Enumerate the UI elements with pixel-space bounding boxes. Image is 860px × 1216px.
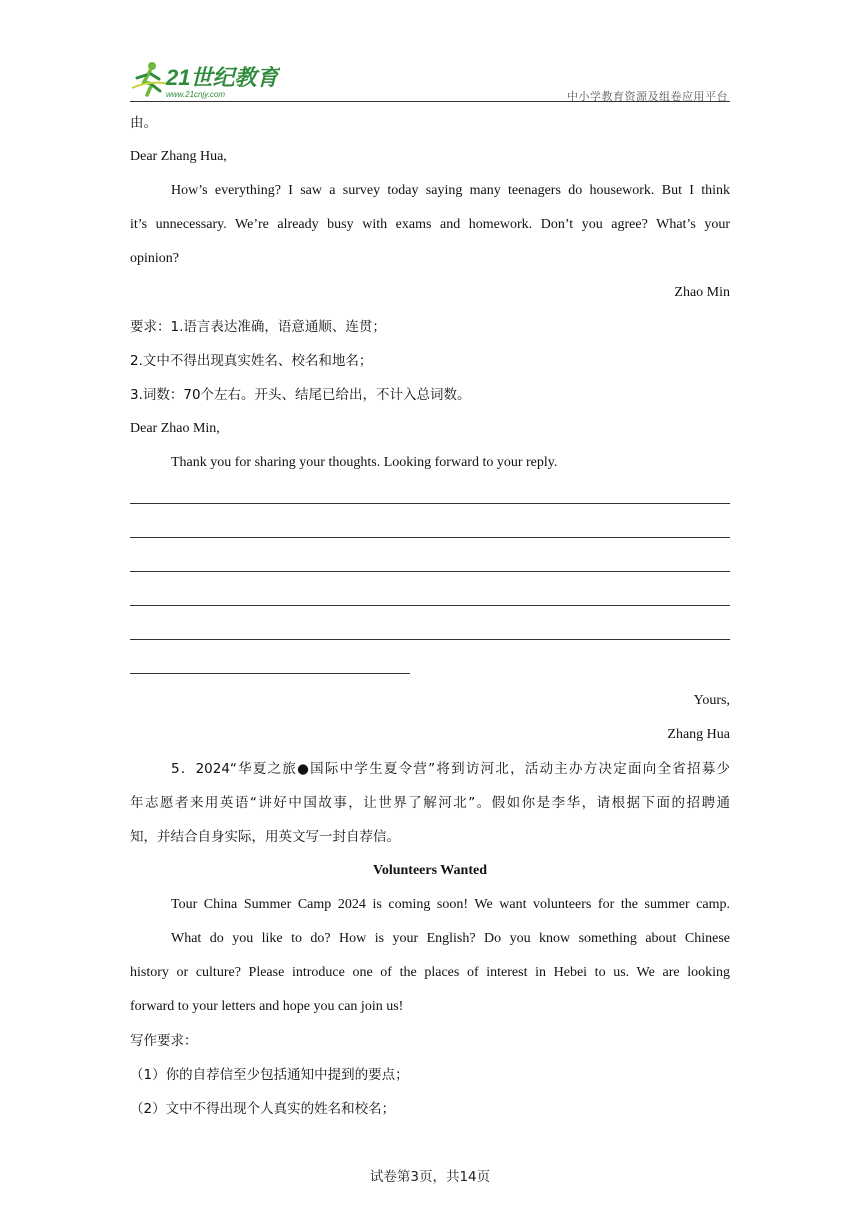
writing-requirement-2: （2）文中不得出现个人真实的姓名和校名；: [130, 1101, 396, 1117]
answer-line[interactable]: [130, 514, 730, 548]
continued-text: 由。: [130, 115, 157, 131]
logo-url: www.21cnjy.com: [166, 90, 225, 99]
answer-line[interactable]: [130, 548, 730, 582]
notice-title: Volunteers Wanted: [373, 863, 487, 878]
letter-line-3: opinion?: [130, 251, 179, 266]
requirement-3: 3.词数：70个左右。开头、结尾已给出，不计入总词数。: [130, 387, 471, 403]
page-footer: 试卷第3页，共14页: [369, 1169, 491, 1185]
reply-salutation: Dear Zhao Min,: [130, 421, 220, 436]
notice-line-3: history or culture? Please introduce one of the places of interest in Hebei to us. We are looking: [130, 965, 730, 980]
logo-text: 21世纪教育: [166, 65, 279, 90]
notice-line-1: Tour China Summer Camp 2024 is coming soon! We want volunteers for the summer camp.: [171, 897, 730, 912]
letter-salutation: Dear Zhang Hua,: [130, 149, 227, 164]
question-5-line-2: 年志愿者来用英语“讲好中国故事，让世界了解河北”。假如你是李华，请根据下面的招聘通: [130, 795, 730, 811]
logo: [130, 58, 280, 102]
page-header: [130, 58, 730, 102]
answer-line[interactable]: [130, 582, 730, 616]
letter-signature: Zhao Min: [674, 285, 730, 300]
answer-line[interactable]: [130, 480, 730, 514]
runner-logo-icon: [130, 58, 280, 102]
notice-line-4: forward to your letters and hope you can join us!: [130, 999, 404, 1014]
writing-requirements-heading: 写作要求：: [130, 1033, 198, 1049]
requirement-1: 要求：1.语言表达准确，语意通顺、连贯；: [130, 319, 386, 335]
site-tagline: 中小学教育资源及组卷应用平台: [567, 90, 728, 103]
header-divider: [130, 101, 730, 102]
reply-signature: Zhang Hua: [667, 727, 730, 742]
reply-opening: Thank you for sharing your thoughts. Looking forward to your reply.: [171, 455, 558, 470]
writing-requirement-1: （1）你的自荐信至少包括通知中提到的要点；: [130, 1067, 409, 1083]
letter-line-2: it’s unnecessary. We’re already busy with exams and homework. Don’t you agree? What’s your: [130, 217, 730, 232]
exam-content: [130, 106, 730, 1126]
answer-line-short[interactable]: [130, 650, 730, 684]
requirement-2: 2.文中不得出现真实姓名、校名和地名；: [130, 353, 373, 369]
reply-closing: Yours,: [693, 693, 730, 708]
question-5-line-3: 知，并结合自身实际，用英文写一封自荐信。: [130, 829, 400, 845]
letter-line-1: How’s everything? I saw a survey today saying many teenagers do housework. But I think: [171, 183, 730, 198]
question-5-line-1: 5．2024“华夏之旅●国际中学生夏令营”将到访河北，活动主办方决定面向全省招募少: [171, 761, 730, 777]
answer-line[interactable]: [130, 616, 730, 650]
notice-line-2: What do you like to do? How is your English? Do you know something about Chinese: [171, 931, 730, 946]
